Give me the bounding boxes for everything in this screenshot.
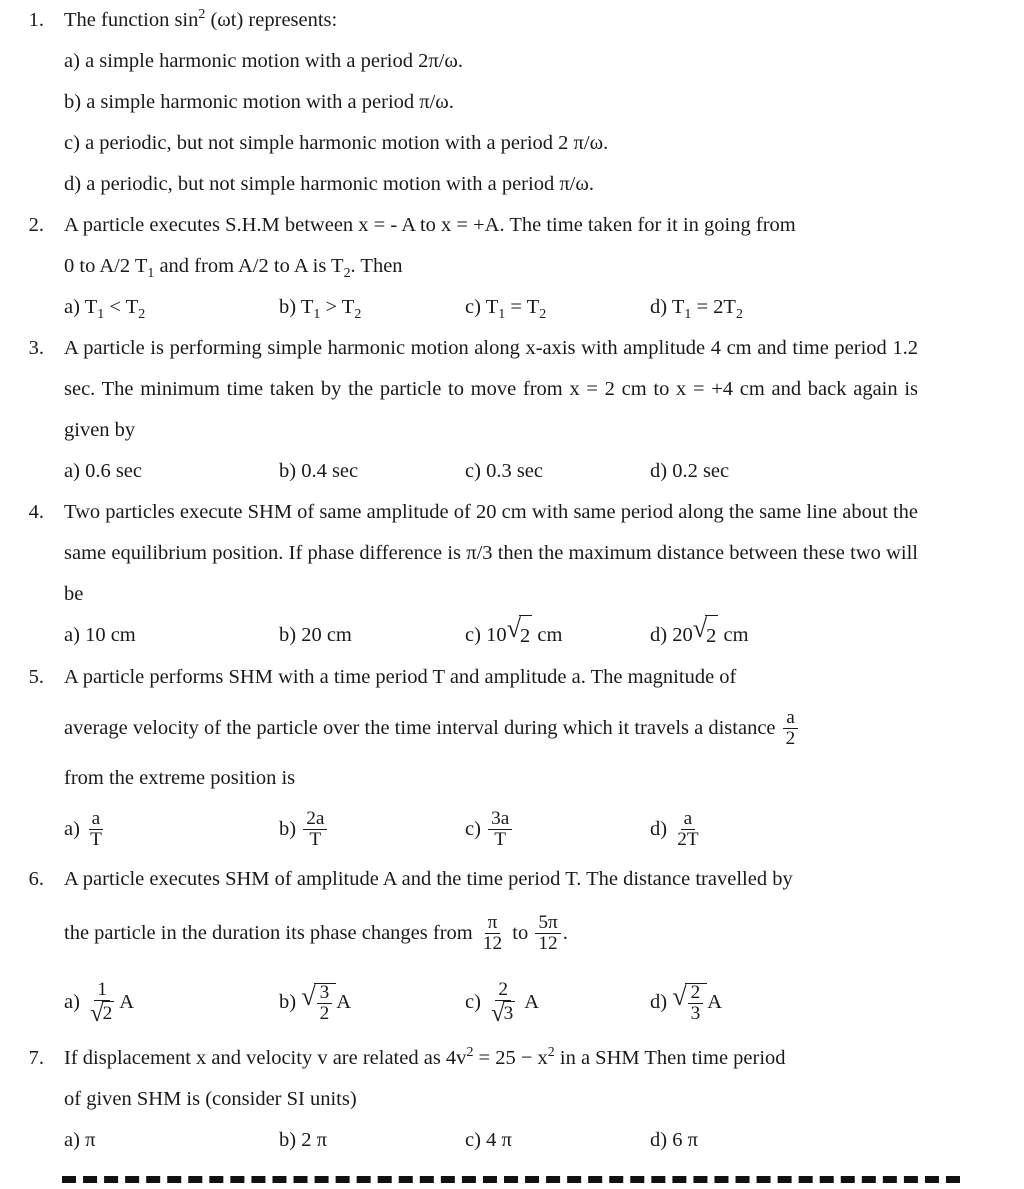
fraction [674,809,701,849]
section-divider [62,1176,960,1183]
numerator: 3 [317,983,333,1004]
denominator [87,1001,117,1026]
question-stem-line-2 [64,246,918,287]
option-label: c) [465,460,481,482]
option-b[interactable] [279,966,465,1038]
option-text: 0.4 sec [301,460,359,482]
option-row [64,615,918,657]
option-label: b) [279,296,297,318]
option-text: 0.2 sec [672,460,730,482]
option-b[interactable] [64,82,918,123]
question-number: 6. [28,868,44,891]
numerator: 3a [488,809,512,830]
stem-text-part-a: The function sin [64,9,199,31]
option-label: a) [64,1129,80,1152]
radicand [685,983,708,1024]
fraction-pi-over-12 [480,913,505,953]
question-stem-line-1: A particle executes S.H.M between x = - A to x = +A. The time taken for it in going from [64,214,796,236]
option-label: b) [279,991,297,1014]
sqrt-icon [693,615,719,657]
stem-part: = 25 − x [473,1047,548,1070]
radical-sign: √ [90,999,104,1027]
radicand: 2 [519,615,532,657]
option-label: b) [279,460,297,482]
option-b[interactable] [279,451,465,492]
option-c[interactable] [465,615,650,657]
question-6 [0,859,1024,1038]
option-c[interactable] [465,966,650,1038]
question-stem [64,0,918,41]
option-label: c) [465,1129,481,1152]
option-label: a) [64,50,80,72]
subscript: 2 [735,307,743,323]
numerator: 2a [303,809,327,830]
exponent: 2 [466,1045,474,1061]
numerator: 2 [495,980,511,1001]
question-stem-line-2 [64,900,918,966]
question-body [64,328,978,492]
option-d[interactable] [650,799,850,859]
option-a[interactable] [64,451,279,492]
coefficient: 10 [486,624,507,646]
question-2 [0,205,1024,328]
exponent: 2 [198,7,206,23]
question-body [64,205,978,328]
denominator [488,1001,518,1026]
question-number: 3. [28,337,44,359]
option-label: d) [650,296,668,318]
operator: = [505,296,527,318]
option-label: b) [279,1129,297,1152]
question-number: 1. [28,9,44,31]
option-d[interactable] [650,615,850,657]
fraction-a-over-2 [783,708,799,748]
option-unit: cm [532,624,563,646]
radicand: 3 [503,1001,516,1026]
operator: < [104,296,126,318]
option-text: 10 cm [85,624,136,646]
option-label: a) [64,991,80,1014]
option-c[interactable] [465,287,650,328]
fraction [688,983,704,1023]
option-text: a periodic, but not simple harmonic motion with a period 2 π/ω. [85,132,609,154]
question-3 [0,328,1024,492]
stem-part: average velocity of the particle over the time interval during which it travels a distance [64,717,776,740]
option-label: b) [64,91,82,113]
stem-part: in a SHM Then time period [554,1047,786,1070]
radical-sign: √ [506,614,521,644]
option-row [64,1120,918,1161]
option-label: a) [64,818,80,841]
question-stem-line-2 [64,698,918,758]
option-d[interactable] [650,966,850,1038]
fraction-5pi-over-12 [535,913,560,953]
option-a[interactable] [64,1120,279,1161]
question-1 [0,0,1024,205]
stem-part: . [562,922,568,945]
numerator: a [681,809,696,830]
option-label: d) [650,624,668,646]
numerator: 5π [535,913,560,934]
denominator: 12 [482,933,503,955]
amplitude-symbol: A [707,991,723,1014]
denominator: 2T [677,829,699,851]
option-row [64,287,918,328]
question-body [64,859,978,1038]
denominator: 3 [690,1002,701,1024]
option-a[interactable] [64,799,279,859]
option-a[interactable] [64,615,279,657]
amplitude-symbol: A [119,991,135,1014]
radical-sign: √ [491,999,505,1027]
numerator: a [783,708,798,729]
coefficient: 20 [672,624,693,646]
radicand: 2 [102,1001,115,1026]
fraction [317,983,333,1023]
question-stem: Two particles execute SHM of same amplitude of 20 cm with same period along the same line about the same equilibrium position. If phase difference is π/3 then the maximum distance between these two will be [64,501,918,605]
radicand: 2 [705,615,718,657]
stem-part: 0 to A/2 T [64,255,148,277]
subscript: 1 [97,307,105,323]
option-c[interactable] [465,799,650,859]
denominator: T [90,829,102,851]
option-text: 0.6 sec [85,460,142,482]
option-label: d) [650,818,668,841]
question-stem-line-2: of given SHM is (consider SI units) [64,1088,357,1111]
option-label: d) [650,991,668,1014]
question-7 [0,1038,1024,1161]
denominator: 2 [319,1002,330,1024]
option-label: d) [650,460,668,482]
option-text: 4 π [486,1129,512,1152]
option-d[interactable] [650,1120,850,1161]
subscript: 2 [343,266,351,282]
subscript: 1 [313,307,321,323]
operator: > [320,296,342,318]
subscript: 1 [147,266,155,282]
question-body [64,1038,978,1161]
option-text: T [300,296,314,318]
fraction [303,809,327,849]
option-text: π [85,1129,96,1152]
option-label: c) [465,624,481,646]
option-d[interactable] [64,164,918,205]
option-label: d) [64,173,82,195]
option-b[interactable] [279,1120,465,1161]
option-c[interactable] [64,123,918,164]
option-text: T [671,296,685,318]
denominator: T [494,829,507,851]
subscript: 2 [539,307,547,323]
option-b[interactable] [279,287,465,328]
option-label: a) [64,624,80,646]
option-text: T [341,296,355,318]
stem-part: the particle in the duration its phase changes from [64,922,478,945]
numerator: π [485,913,501,934]
sqrt-icon [672,983,707,1024]
option-label: b) [279,818,297,841]
denominator: T [309,829,322,851]
option-text: 2 π [301,1129,327,1152]
amplitude-symbol: A [524,991,540,1014]
question-stem-line-1: A particle performs SHM with a time period T and amplitude a. The magnitude of [64,666,737,689]
option-unit: cm [718,624,749,646]
option-label: b) [279,624,297,646]
option-text: T [526,296,540,318]
question-number: 4. [28,501,44,523]
question-stem: A particle is performing simple harmonic motion along x-axis with amplitude 4 cm and time period 1.2 sec. The minimum time taken by the particle to move from x = 2 cm to x = +4 cm and back again is given by [64,337,918,441]
option-text: T [723,296,736,318]
option-text: a periodic, but not simple harmonic motion with a period π/ω. [86,173,594,195]
denominator: 12 [538,933,558,955]
stem-part: to [507,922,534,945]
option-label: c) [64,132,80,154]
question-4 [0,492,1024,657]
question-body [64,0,978,205]
question-5 [0,657,1024,859]
option-label: a) [64,296,80,318]
sqrt-icon [90,1001,114,1026]
numerator: 2 [688,983,704,1004]
question-stem-line-1: A particle executes SHM of amplitude A and the time period T. The distance travelled by [64,868,793,891]
stem-part: If displacement x and velocity v are related as 4v [64,1047,467,1070]
option-b[interactable] [279,799,465,859]
question-stem-line-3: from the extreme position is [64,767,296,790]
fraction [488,980,518,1025]
subscript: 2 [354,307,362,323]
operator: = 2 [691,296,724,318]
fraction [87,809,105,849]
option-c[interactable] [465,1120,650,1161]
option-a[interactable] [64,966,279,1038]
fraction [87,980,117,1025]
option-row [64,799,918,859]
option-a[interactable] [64,287,279,328]
option-label: c) [465,818,481,841]
question-number: 5. [28,666,44,689]
subscript: 2 [138,307,146,323]
radicand [314,983,337,1024]
radical-sign: √ [672,981,687,1011]
numerator: 1 [94,980,110,1001]
numerator: a [89,809,104,830]
option-text: a simple harmonic motion with a period π/ω. [86,91,454,113]
option-c[interactable] [465,451,650,492]
sqrt-icon [301,983,336,1024]
question-number: 7. [28,1047,44,1070]
option-label: d) [650,1129,668,1152]
question-stem-line-1 [64,1038,918,1079]
option-b[interactable] [279,615,465,657]
option-text: T [485,296,499,318]
sqrt-icon [507,615,533,657]
option-label: c) [465,991,481,1014]
radical-sign: √ [692,614,708,644]
option-text: 0.3 sec [486,460,543,482]
subscript: 1 [684,307,692,323]
amplitude-symbol: A [336,991,352,1014]
option-row [64,966,918,1038]
question-body [64,657,978,859]
option-row [64,451,918,492]
sqrt-icon [491,1001,515,1026]
option-label: a) [64,460,80,482]
stem-part: . Then [350,255,403,277]
question-body [64,492,978,657]
option-d[interactable] [650,451,850,492]
option-text: 20 cm [301,624,352,646]
denominator: 2 [785,728,796,750]
radical-sign: √ [301,981,316,1011]
option-text: a simple harmonic motion with a period 2π/ω. [85,50,464,72]
option-text: T [84,296,98,318]
exponent: 2 [547,1045,555,1061]
subscript: 1 [498,307,506,323]
stem-part: and from A/2 to A is T [154,255,344,277]
question-number: 2. [28,214,44,236]
fraction [488,809,512,849]
option-d[interactable] [650,287,850,328]
option-text: T [125,296,139,318]
stem-text-part-b: (ωt) represents: [205,9,338,31]
option-label: c) [465,296,481,318]
option-a[interactable] [64,41,918,82]
option-text: 6 π [672,1129,698,1152]
